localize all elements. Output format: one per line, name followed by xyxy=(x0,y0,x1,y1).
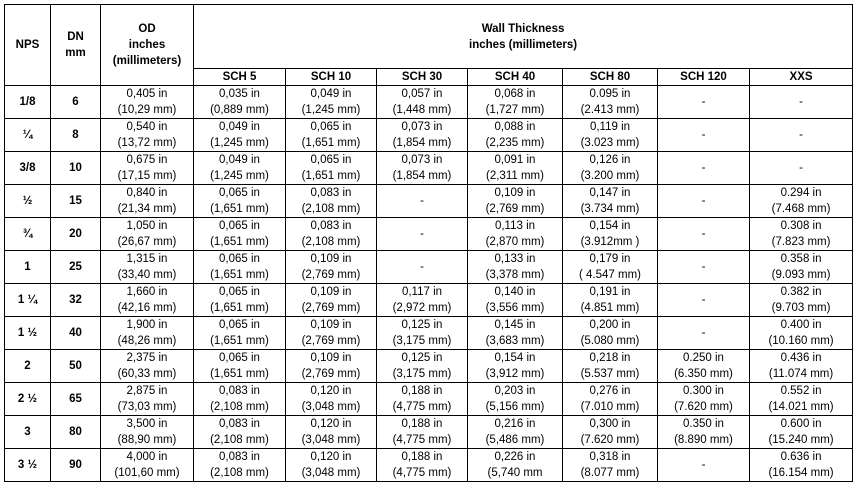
thickness-cell: - xyxy=(658,251,750,284)
thickness-cell: 0,083 in (2,108 mm) xyxy=(194,449,286,482)
thickness-cell: - xyxy=(658,317,750,350)
nps-cell: 1 ½ xyxy=(5,317,51,350)
thickness-cell: 0,125 in (3,175 mm) xyxy=(377,350,468,383)
thickness-cell: 0,083 in (2,108 mm) xyxy=(194,416,286,449)
thickness-cell: - xyxy=(377,251,468,284)
thickness-cell: 0,218 in (5.537 mm) xyxy=(563,350,658,383)
thickness-cell: 0.636 in (16.154 mm) xyxy=(750,449,853,482)
thickness-cell: 0,203 in (5,156 mm) xyxy=(468,383,563,416)
thickness-cell: 0,188 in (4,775 mm) xyxy=(377,416,468,449)
thickness-cell: 0.095 in (2.413 mm) xyxy=(563,86,658,119)
table-row xyxy=(5,317,853,350)
thickness-cell: 0,057 in (1,448 mm) xyxy=(377,86,468,119)
od-cell: 0,540 in (13,72 mm) xyxy=(101,119,194,152)
thickness-cell: 0,065 in (1,651 mm) xyxy=(194,317,286,350)
od-cell: 1,050 in (26,67 mm) xyxy=(101,218,194,251)
table-row xyxy=(5,284,853,317)
thickness-cell: 0,065 in (1,651 mm) xyxy=(194,218,286,251)
schedule-header: SCH 120 xyxy=(658,69,750,86)
dn-cell: 80 xyxy=(51,416,101,449)
od-cell: 0,405 in (10,29 mm) xyxy=(101,86,194,119)
thickness-cell: 0.600 in (15.240 mm) xyxy=(750,416,853,449)
table-row xyxy=(5,218,853,251)
schedule-header: SCH 40 xyxy=(468,69,563,86)
thickness-cell: 0.250 in (6.350 mm) xyxy=(658,350,750,383)
thickness-cell: 0,065 in (1,651 mm) xyxy=(194,350,286,383)
thickness-cell: 0,120 in (3,048 mm) xyxy=(286,449,377,482)
od-cell: 0,675 in (17,15 mm) xyxy=(101,152,194,185)
thickness-cell: - xyxy=(750,119,853,152)
table-row xyxy=(5,350,853,383)
dn-cell: 6 xyxy=(51,86,101,119)
nps-cell: 3 ½ xyxy=(5,449,51,482)
thickness-cell: - xyxy=(658,86,750,119)
dn-cell: 32 xyxy=(51,284,101,317)
thickness-cell: - xyxy=(658,152,750,185)
thickness-cell: 0,109 in (2,769 mm) xyxy=(286,251,377,284)
thickness-cell: - xyxy=(377,185,468,218)
thickness-cell: 0,113 in (2,870 mm) xyxy=(468,218,563,251)
od-cell: 2,875 in (73,03 mm) xyxy=(101,383,194,416)
od-cell: 1,315 in (33,40 mm) xyxy=(101,251,194,284)
dn-cell: 10 xyxy=(51,152,101,185)
nps-cell: ¾ xyxy=(5,218,51,251)
thickness-cell: 0,068 in (1,727 mm) xyxy=(468,86,563,119)
table-row xyxy=(5,416,853,449)
thickness-cell: - xyxy=(658,218,750,251)
thickness-cell: 0,188 in (4,775 mm) xyxy=(377,449,468,482)
thickness-cell: 0,035 in (0,889 mm) xyxy=(194,86,286,119)
thickness-cell: 0,154 in (3.912mm ) xyxy=(563,218,658,251)
thickness-cell: 0,091 in (2,311 mm) xyxy=(468,152,563,185)
thickness-cell: 0,145 in (3,683 mm) xyxy=(468,317,563,350)
nps-cell: 1 ¼ xyxy=(5,284,51,317)
dn-cell: 50 xyxy=(51,350,101,383)
thickness-cell: 0,049 in (1,245 mm) xyxy=(286,86,377,119)
thickness-cell: 0,065 in (1,651 mm) xyxy=(194,284,286,317)
thickness-cell: 0.382 in (9.703 mm) xyxy=(750,284,853,317)
thickness-cell: 0,109 in (2,769 mm) xyxy=(286,317,377,350)
thickness-cell: 0,276 in (7.010 mm) xyxy=(563,383,658,416)
thickness-cell: 0,065 in (1,651 mm) xyxy=(194,251,286,284)
dn-cell: 8 xyxy=(51,119,101,152)
od-cell: 1,660 in (42,16 mm) xyxy=(101,284,194,317)
od-cell: 0,840 in (21,34 mm) xyxy=(101,185,194,218)
nps-cell: ¼ xyxy=(5,119,51,152)
thickness-cell: 0,083 in (2,108 mm) xyxy=(286,185,377,218)
thickness-cell: 0.552 in (14.021 mm) xyxy=(750,383,853,416)
dn-cell: 65 xyxy=(51,383,101,416)
thickness-cell: 0,083 in (2,108 mm) xyxy=(286,218,377,251)
nps-cell: 2 xyxy=(5,350,51,383)
dn-cell: 90 xyxy=(51,449,101,482)
thickness-cell: 0,083 in (2,108 mm) xyxy=(194,383,286,416)
thickness-cell: 0.358 in (9.093 mm) xyxy=(750,251,853,284)
thickness-cell: - xyxy=(658,284,750,317)
thickness-cell: 0,125 in (3,175 mm) xyxy=(377,317,468,350)
thickness-cell: - xyxy=(658,449,750,482)
thickness-cell: 0.350 in (8.890 mm) xyxy=(658,416,750,449)
thickness-cell: 0,147 in (3.734 mm) xyxy=(563,185,658,218)
thickness-cell: 0,119 in (3.023 mm) xyxy=(563,119,658,152)
thickness-cell: 0,049 in (1,245 mm) xyxy=(194,152,286,185)
pipe-schedule-table xyxy=(4,4,853,482)
thickness-cell: 0.400 in (10.160 mm) xyxy=(750,317,853,350)
thickness-cell: - xyxy=(750,152,853,185)
thickness-cell: 0,073 in (1,854 mm) xyxy=(377,119,468,152)
table-row xyxy=(5,86,853,119)
thickness-cell: 0,188 in (4,775 mm) xyxy=(377,383,468,416)
thickness-cell: 0,049 in (1,245 mm) xyxy=(194,119,286,152)
thickness-cell: 0,065 in (1,651 mm) xyxy=(286,152,377,185)
thickness-cell: 0.294 in (7.468 mm) xyxy=(750,185,853,218)
thickness-cell: 0,300 in (7.620 mm) xyxy=(563,416,658,449)
thickness-cell: - xyxy=(658,185,750,218)
thickness-cell: 0,226 in (5,740 mm xyxy=(468,449,563,482)
thickness-cell: 0,126 in (3.200 mm) xyxy=(563,152,658,185)
thickness-cell: 0,073 in (1,854 mm) xyxy=(377,152,468,185)
header-row-main xyxy=(5,5,853,69)
od-cell: 2,375 in (60,33 mm) xyxy=(101,350,194,383)
thickness-cell: 0,318 in (8.077 mm) xyxy=(563,449,658,482)
table-row xyxy=(5,152,853,185)
thickness-cell: 0.436 in (11.074 mm) xyxy=(750,350,853,383)
schedule-header: SCH 5 xyxy=(194,69,286,86)
thickness-cell: 0,065 in (1,651 mm) xyxy=(286,119,377,152)
dn-cell: 25 xyxy=(51,251,101,284)
thickness-cell: 0,179 in ( 4.547 mm) xyxy=(563,251,658,284)
nps-cell: 1/8 xyxy=(5,86,51,119)
thickness-cell: 0,065 in (1,651 mm) xyxy=(194,185,286,218)
schedule-header: XXS xyxy=(750,69,853,86)
thickness-cell: - xyxy=(377,218,468,251)
table-row xyxy=(5,449,853,482)
nps-cell: 1 xyxy=(5,251,51,284)
od-cell: 4,000 in (101,60 mm) xyxy=(101,449,194,482)
od-header: OD inches (millimeters) xyxy=(101,5,194,86)
nps-header: NPS xyxy=(5,5,51,86)
thickness-cell: 0,120 in (3,048 mm) xyxy=(286,416,377,449)
table-body xyxy=(5,86,853,482)
thickness-cell: 0,120 in (3,048 mm) xyxy=(286,383,377,416)
thickness-cell: 0,154 in (3,912 mm) xyxy=(468,350,563,383)
dn-header: DN mm xyxy=(51,5,101,86)
wall-thickness-header: Wall Thickness inches (millimeters) xyxy=(194,5,853,69)
table-row xyxy=(5,119,853,152)
od-cell: 3,500 in (88,90 mm) xyxy=(101,416,194,449)
dn-cell: 40 xyxy=(51,317,101,350)
schedule-header: SCH 10 xyxy=(286,69,377,86)
nps-cell: 2 ½ xyxy=(5,383,51,416)
thickness-cell: 0,200 in (5.080 mm) xyxy=(563,317,658,350)
thickness-cell: 0,109 in (2,769 mm) xyxy=(468,185,563,218)
dn-cell: 15 xyxy=(51,185,101,218)
thickness-cell: 0,109 in (2,769 mm) xyxy=(286,350,377,383)
nps-cell: 3 xyxy=(5,416,51,449)
thickness-cell: 0,117 in (2,972 mm) xyxy=(377,284,468,317)
nps-cell: ½ xyxy=(5,185,51,218)
nps-cell: 3/8 xyxy=(5,152,51,185)
thickness-cell: 0.300 in (7.620 mm) xyxy=(658,383,750,416)
schedule-header: SCH 30 xyxy=(377,69,468,86)
thickness-cell: 0,191 in (4.851 mm) xyxy=(563,284,658,317)
table-row xyxy=(5,185,853,218)
thickness-cell: 0,140 in (3,556 mm) xyxy=(468,284,563,317)
thickness-cell: 0,088 in (2,235 mm) xyxy=(468,119,563,152)
thickness-cell: 0,133 in (3,378 mm) xyxy=(468,251,563,284)
thickness-cell: - xyxy=(658,119,750,152)
thickness-cell: 0,109 in (2,769 mm) xyxy=(286,284,377,317)
thickness-cell: 0,216 in (5,486 mm) xyxy=(468,416,563,449)
schedule-header: SCH 80 xyxy=(563,69,658,86)
od-cell: 1,900 in (48,26 mm) xyxy=(101,317,194,350)
table-row xyxy=(5,383,853,416)
table-row xyxy=(5,251,853,284)
thickness-cell: - xyxy=(750,86,853,119)
dn-cell: 20 xyxy=(51,218,101,251)
thickness-cell: 0.308 in (7.823 mm) xyxy=(750,218,853,251)
